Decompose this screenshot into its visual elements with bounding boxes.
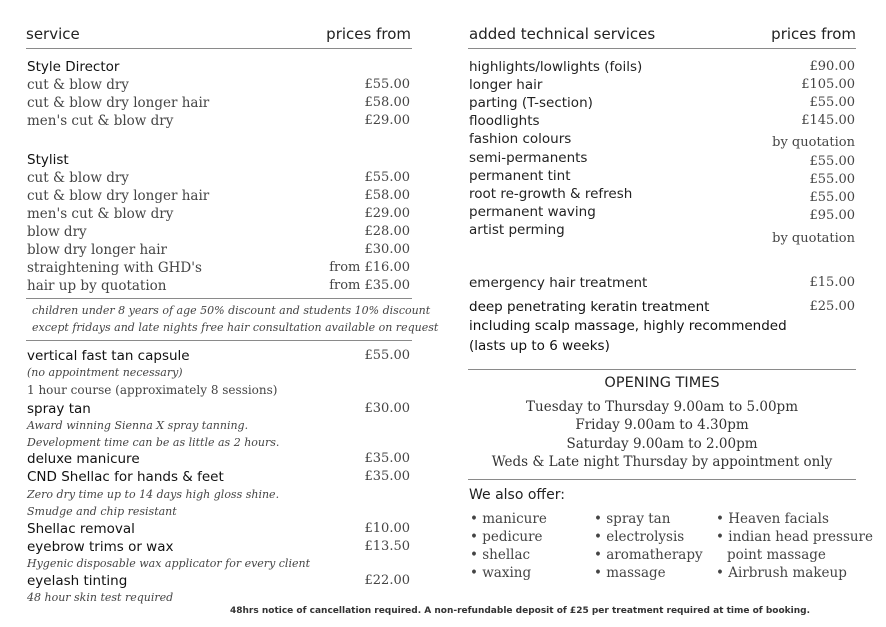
keratin-treatment-name: deep penetrating keratin treatment xyxy=(469,299,710,315)
service-name: cut & blow dry longer hair xyxy=(27,188,210,204)
tech-service-name: permanent tint xyxy=(469,168,571,184)
service-price: £58.00 xyxy=(364,188,410,203)
extra-service-name: spray tan xyxy=(27,401,91,417)
service-name: hair up by quotation xyxy=(27,278,167,294)
opening-times-title: OPENING TIMES xyxy=(604,375,720,391)
stylist-title: Stylist xyxy=(27,152,69,168)
service-price: £58.00 xyxy=(364,95,410,110)
tech-service-price: £55.00 xyxy=(809,95,855,110)
opening-times-line: Tuesday to Thursday 9.00am to 5.00pm xyxy=(526,399,798,415)
service-price: from £16.00 xyxy=(329,260,410,275)
offer-item: • spray tan xyxy=(594,511,671,527)
style-director-title: Style Director xyxy=(27,59,120,75)
offer-item: • Airbrush makeup xyxy=(716,565,847,581)
extra-service-name: deluxe manicure xyxy=(27,451,140,467)
extra-service-note: Hygenic disposable wax applicator for every client xyxy=(27,557,310,570)
right-header-service: added technical services xyxy=(469,25,656,43)
tech-service-name: permanent waving xyxy=(469,204,596,220)
tech-service-price: £55.00 xyxy=(809,154,855,169)
service-price: £30.00 xyxy=(364,242,410,257)
offer-item: • shellac xyxy=(470,547,531,563)
extra-service-note: Award winning Sienna X spray tanning. xyxy=(27,419,249,432)
tech-service-name: root re-growth & refresh xyxy=(469,186,633,202)
extra-service-name: Shellac removal xyxy=(27,521,135,537)
tech-service-price: £105.00 xyxy=(801,77,855,92)
divider xyxy=(468,369,856,370)
left-header-rule xyxy=(26,48,412,49)
offer-item: • Heaven facials xyxy=(716,511,829,527)
extra-service-note: 1 hour course (approximately 8 sessions) xyxy=(27,383,278,397)
extra-service-name: eyebrow trims or wax xyxy=(27,539,174,555)
extra-service-note: (no appointment necessary) xyxy=(27,366,183,379)
tech-service-price: £90.00 xyxy=(809,59,855,74)
emergency-treatment-name: emergency hair treatment xyxy=(469,275,648,291)
service-name: men's cut & blow dry xyxy=(27,113,174,129)
tech-service-name: floodlights xyxy=(469,113,540,129)
tech-service-name: longer hair xyxy=(469,77,543,93)
tech-service-price: £55.00 xyxy=(809,190,855,205)
service-price: £55.00 xyxy=(364,170,410,185)
footer-notice: 48hrs notice of cancellation required. A non-refundable deposit of £25 per treatment required at time of booking. xyxy=(230,606,810,616)
extra-service-note: Smudge and chip resistant xyxy=(27,505,177,518)
left-header-prices: prices from xyxy=(326,25,411,43)
extra-service-name: vertical fast tan capsule xyxy=(27,348,190,364)
offer-item: • aromatherapy xyxy=(594,547,703,563)
extra-service-note: Zero dry time up to 14 days high gloss shine. xyxy=(27,488,280,501)
offer-item: • indian head pressure xyxy=(716,529,874,545)
offer-title: We also offer: xyxy=(469,487,565,503)
opening-times-line: Saturday 9.00am to 2.00pm xyxy=(566,436,758,452)
divider xyxy=(26,340,412,341)
offer-item: • manicure xyxy=(470,511,547,527)
extra-service-price: £13.50 xyxy=(364,539,410,554)
tech-service-name: fashion colours xyxy=(469,131,572,147)
extra-service-price: £30.00 xyxy=(364,401,410,416)
service-name: blow dry longer hair xyxy=(27,242,167,258)
tech-service-name: parting (T-section) xyxy=(469,95,593,111)
extra-service-price: £35.00 xyxy=(364,469,410,484)
right-header-prices: prices from xyxy=(771,25,856,43)
service-name: straightening with GHD's xyxy=(27,260,202,276)
tech-service-price: £55.00 xyxy=(809,172,855,187)
tech-service-price: £145.00 xyxy=(801,113,855,128)
offer-item: • waxing xyxy=(470,565,532,581)
service-name: cut & blow dry xyxy=(27,77,129,93)
left-header-service: service xyxy=(26,25,80,43)
service-name: blow dry xyxy=(27,224,87,240)
offer-item: point massage xyxy=(727,547,826,563)
tech-service-name: artist perming xyxy=(469,222,565,238)
service-name: cut & blow dry longer hair xyxy=(27,95,210,111)
keratin-treatment-price: £25.00 xyxy=(809,299,855,314)
tech-service-price: by quotation xyxy=(772,231,855,246)
extra-service-name: CND Shellac for hands & feet xyxy=(27,469,224,485)
offer-item: • massage xyxy=(594,565,666,581)
discount-note: except fridays and late nights free hair consultation available on request xyxy=(32,321,439,334)
divider xyxy=(468,479,856,480)
service-price: from £35.00 xyxy=(329,278,410,293)
keratin-treatment-desc: including scalp massage, highly recommended xyxy=(469,318,787,334)
service-price: £29.00 xyxy=(364,206,410,221)
discount-note: children under 8 years of age 50% discount and students 10% discount xyxy=(32,304,431,317)
tech-service-price: by quotation xyxy=(772,135,855,150)
service-price: £29.00 xyxy=(364,113,410,128)
service-price: £28.00 xyxy=(364,224,410,239)
right-header-rule xyxy=(468,48,856,49)
keratin-treatment-duration: (lasts up to 6 weeks) xyxy=(469,338,610,354)
extra-service-note: 48 hour skin test required xyxy=(27,591,174,604)
extra-service-price: £55.00 xyxy=(364,348,410,363)
extra-service-note: Development time can be as little as 2 hours. xyxy=(27,436,280,449)
service-name: cut & blow dry xyxy=(27,170,129,186)
tech-service-price: £95.00 xyxy=(809,208,855,223)
extra-service-price: £35.00 xyxy=(364,451,410,466)
offer-item: • pedicure xyxy=(470,529,543,545)
extra-service-price: £22.00 xyxy=(364,573,410,588)
service-name: men's cut & blow dry xyxy=(27,206,174,222)
emergency-treatment-price: £15.00 xyxy=(809,275,855,290)
offer-item: • electrolysis xyxy=(594,529,685,545)
service-price: £55.00 xyxy=(364,77,410,92)
opening-times-line: Weds & Late night Thursday by appointment only xyxy=(491,454,833,470)
extra-service-price: £10.00 xyxy=(364,521,410,536)
tech-service-name: highlights/lowlights (foils) xyxy=(469,59,643,75)
divider xyxy=(26,298,412,299)
opening-times-line: Friday 9.00am to 4.30pm xyxy=(575,417,749,433)
extra-service-name: eyelash tinting xyxy=(27,573,128,589)
tech-service-name: semi-permanents xyxy=(469,150,588,166)
